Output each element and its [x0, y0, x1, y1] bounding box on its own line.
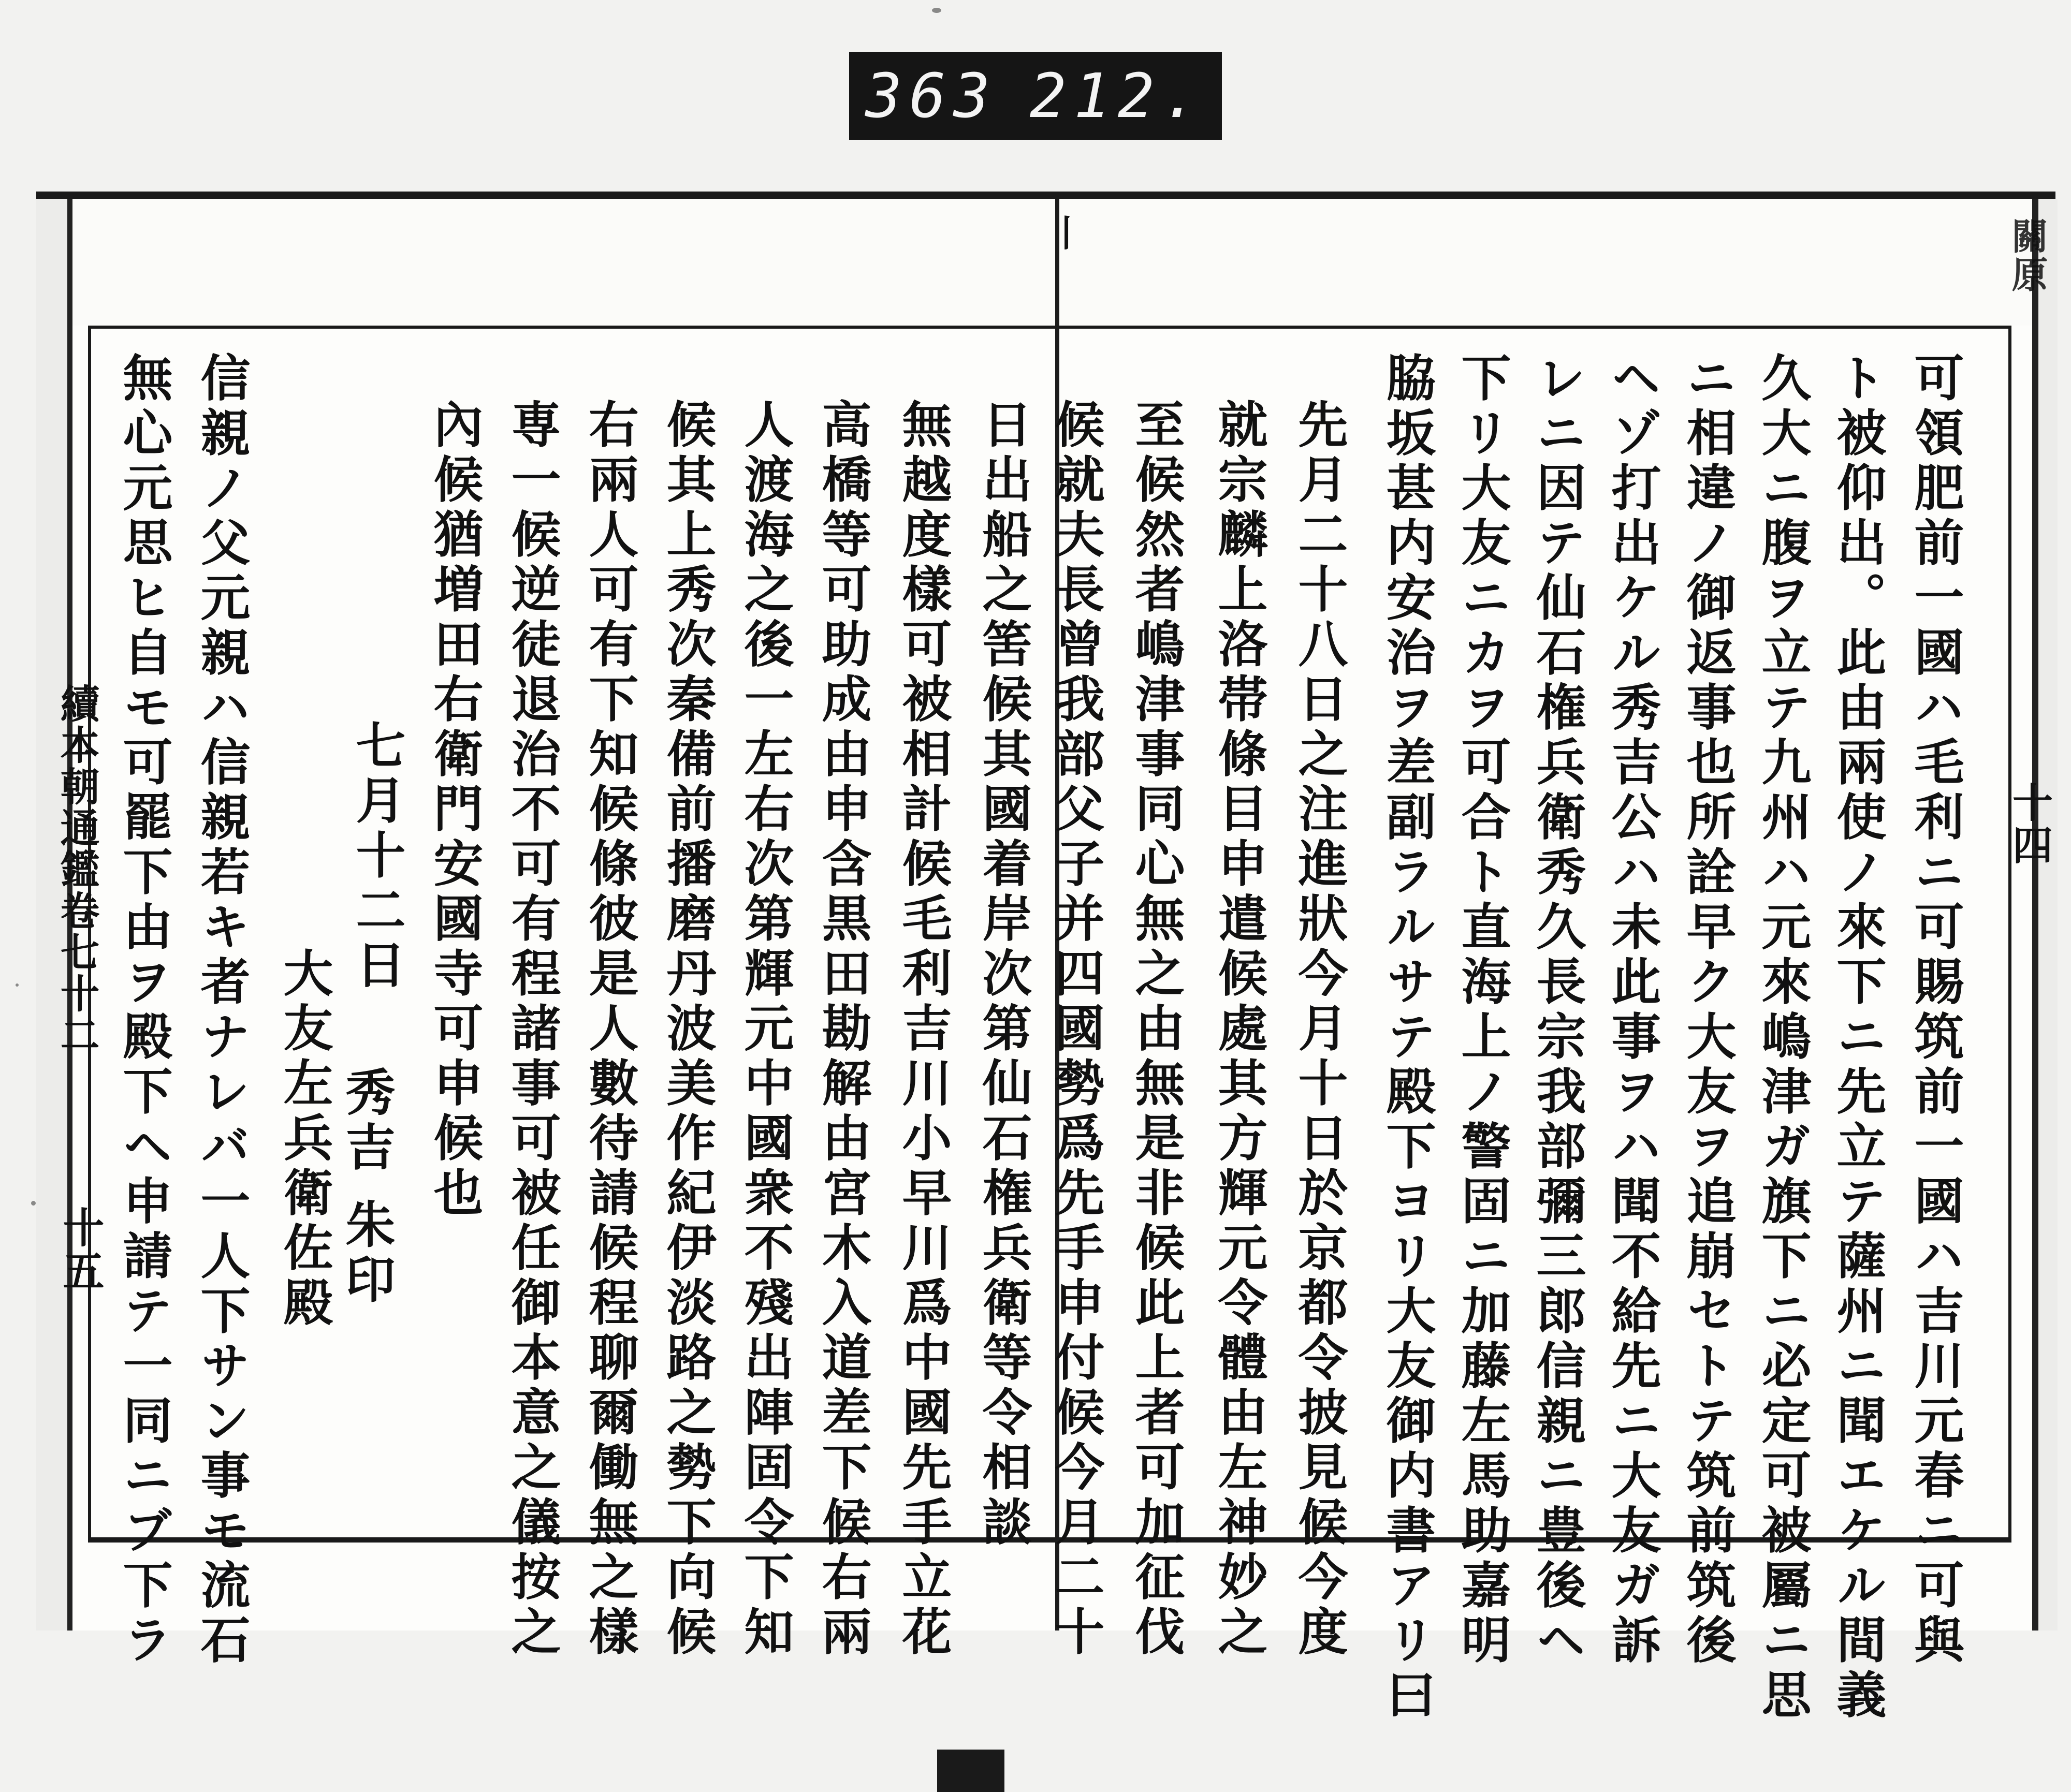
text-column: 內候猶増田右衛門安國寺可申候也: [426, 399, 484, 1222]
scan-speck: [31, 1201, 36, 1206]
text-column: ト被仰出。此由兩使ノ來下ニ先立テ薩州ニ聞エケル間義: [1829, 352, 1887, 1724]
text-column: 先月二十八日之注進狀今月十日於京都令披見候今度: [1290, 399, 1349, 1661]
text-column: 可領肥前一國ハ毛利ニ可賜筑前一國ハ吉川元春ニ可與: [1906, 352, 1965, 1669]
text-column: 就宗麟上洛帯條目申遣候處其方輝元令體由左神妙之: [1210, 399, 1268, 1661]
right-margin-title: 關原: [2006, 217, 2049, 294]
catalog-number-right: 212.: [1029, 60, 1206, 131]
bottom-binding-tab: [937, 1750, 1004, 1792]
right-header-band: [1059, 199, 2032, 326]
left-margin-title: 續本朝通鑑卷七十二: [54, 683, 100, 1056]
open-book-spread: [36, 192, 2055, 1631]
text-column: 久大ニ腹ヲ立テ九州ハ元來嶋津ガ旗下ニ必定可被屬ニ思: [1754, 352, 1812, 1724]
catalog-number-label: [849, 52, 1222, 140]
text-column: 脇坂甚内安治ヲ差副ラルサテ殿下ヨリ大友御内書アリ曰: [1378, 352, 1437, 1724]
scan-speck: [932, 8, 941, 13]
text-column: 下リ大友ニカヲ可合ト直海上ノ警固ニ加藤左馬助嘉明: [1453, 352, 1512, 1669]
date-line: 七月十二日: [348, 719, 406, 994]
text-column: 無越度樣可被相計候毛利吉川小早川爲中國先手立花: [894, 399, 953, 1661]
addressee-line: 大友左兵衛佐殿: [275, 947, 334, 1331]
text-column: ヘゾ打出ケル秀吉公ハ未此事ヲハ聞不給先ニ大友ガ訴: [1603, 352, 1662, 1669]
stitch-mark: 丨: [1048, 212, 1085, 255]
text-column: レニ因テ仙石権兵衛秀久長宗我部彌三郎信親ニ豊後ヘ: [1528, 352, 1587, 1669]
left-margin-page-number: 十五: [56, 1206, 105, 1293]
text-column: 右兩人可有下知候條彼是人數待請候程聊爾働無之樣: [581, 399, 639, 1661]
text-column: ニ相違ノ御返事也所詮早ク大友ヲ追崩セトテ筑前筑後: [1679, 352, 1737, 1669]
text-column: 信親ノ父元親ハ信親若キ者ナレバ一人下サン事モ流石: [193, 352, 251, 1669]
scan-speck: [16, 983, 19, 987]
text-column: 候就夫長曾我部父子并四國勢爲先手申付候今月二十: [1047, 399, 1105, 1661]
text-column: 候其上秀次秦備前播磨丹波美作紀伊淡路之勢下向候: [659, 399, 717, 1661]
book-top-edge: [36, 192, 2055, 199]
text-column: 人渡海之後一左右次第輝元中國衆不殘出陣固令下知: [736, 399, 795, 1661]
text-column: 無心元思ヒ自モ可罷下由ヲ殿下ヘ申請テ一同ニブ下ラ: [115, 352, 173, 1669]
text-column: 専一候逆徒退治不可有程諸事可被任御本意之儀按之: [503, 399, 562, 1661]
text-column: 日出船之筈候其國着岸次第仙石権兵衛等令相談: [974, 399, 1033, 1551]
signature-line: 秀吉 朱印: [338, 1066, 396, 1309]
text-column: 至候然者嶋津事同心無之由無是非候此上者可加征伐: [1127, 399, 1186, 1661]
left-header-band: [72, 199, 1061, 326]
right-margin-page-number: 十四: [2006, 782, 2053, 866]
text-column: 高橋等可助成由申含黒田勘解由宮木入道差下候右兩: [814, 399, 872, 1661]
catalog-number-left: 363: [865, 60, 998, 131]
